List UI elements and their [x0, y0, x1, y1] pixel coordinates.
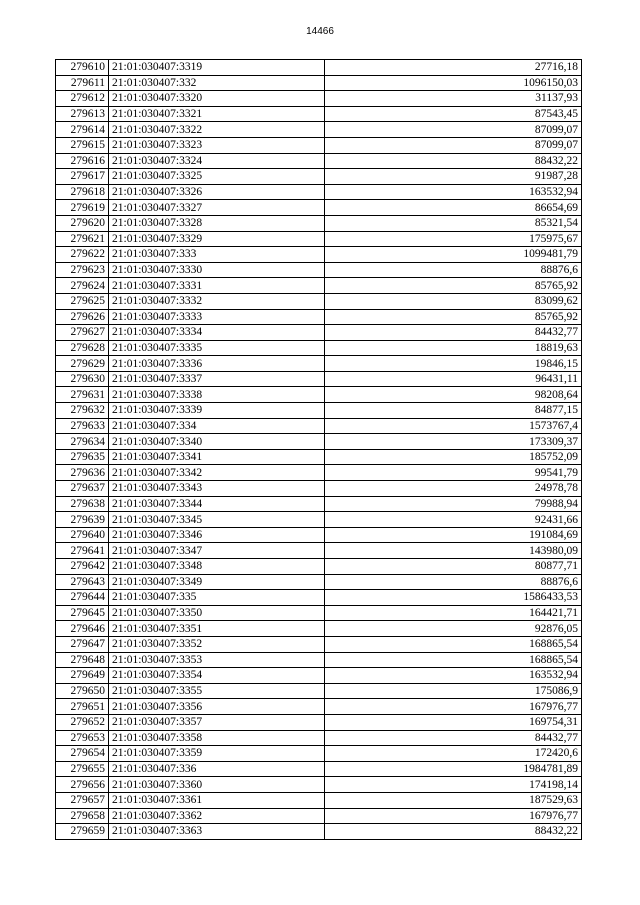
cadastral-number-cell: 21:01:030407:3321 — [109, 106, 325, 122]
row-number-cell: 279617 — [56, 169, 109, 185]
row-number-cell: 279659 — [56, 824, 109, 840]
table-body — [56, 60, 582, 840]
cadastral-number-cell: 21:01:030407:333 — [109, 247, 325, 263]
row-number-cell: 279631 — [56, 387, 109, 403]
cadastral-number-cell: 21:01:030407:3354 — [109, 668, 325, 684]
cadastral-number-cell: 21:01:030407:3363 — [109, 824, 325, 840]
cadastral-number-cell: 21:01:030407:3328 — [109, 215, 325, 231]
cadastral-value-cell: 168865,54 — [325, 636, 582, 652]
table-row — [56, 559, 582, 575]
table-row — [56, 200, 582, 216]
cadastral-number-cell: 21:01:030407:3322 — [109, 122, 325, 138]
cadastral-number-cell: 21:01:030407:3335 — [109, 340, 325, 356]
table-row — [56, 777, 582, 793]
cadastral-value-cell: 173309,37 — [325, 434, 582, 450]
row-number-cell: 279649 — [56, 668, 109, 684]
row-number-cell: 279652 — [56, 714, 109, 730]
row-number-cell: 279645 — [56, 605, 109, 621]
table-row — [56, 325, 582, 341]
table-row — [56, 574, 582, 590]
cadastral-number-cell: 21:01:030407:3324 — [109, 153, 325, 169]
cadastral-number-cell: 21:01:030407:3341 — [109, 449, 325, 465]
cadastral-number-cell: 21:01:030407:3348 — [109, 559, 325, 575]
cadastral-number-cell: 21:01:030407:3360 — [109, 777, 325, 793]
cadastral-value-cell: 84877,15 — [325, 403, 582, 419]
row-number-cell: 279626 — [56, 309, 109, 325]
cadastral-number-cell: 21:01:030407:3353 — [109, 652, 325, 668]
cadastral-value-cell: 86654,69 — [325, 200, 582, 216]
cadastral-number-cell: 21:01:030407:3356 — [109, 699, 325, 715]
table-row — [56, 636, 582, 652]
cadastral-value-cell: 164421,71 — [325, 605, 582, 621]
row-number-cell: 279636 — [56, 465, 109, 481]
cadastral-value-cell: 79988,94 — [325, 496, 582, 512]
row-number-cell: 279628 — [56, 340, 109, 356]
cadastral-value-cell: 1096150,03 — [325, 75, 582, 91]
row-number-cell: 279647 — [56, 636, 109, 652]
cadastral-number-cell: 21:01:030407:3351 — [109, 621, 325, 637]
cadastral-value-cell: 88876,6 — [325, 574, 582, 590]
row-number-cell: 279650 — [56, 683, 109, 699]
cadastral-number-cell: 21:01:030407:3357 — [109, 714, 325, 730]
table-row — [56, 481, 582, 497]
row-number-cell: 279640 — [56, 527, 109, 543]
table-row — [56, 60, 582, 76]
row-number-cell: 279639 — [56, 512, 109, 528]
cadastral-number-cell: 21:01:030407:3331 — [109, 278, 325, 294]
table-row — [56, 122, 582, 138]
cadastral-value-cell: 92431,66 — [325, 512, 582, 528]
cadastral-value-cell: 99541,79 — [325, 465, 582, 481]
cadastral-number-cell: 21:01:030407:3358 — [109, 730, 325, 746]
cadastral-number-cell: 21:01:030407:3362 — [109, 808, 325, 824]
row-number-cell: 279630 — [56, 371, 109, 387]
cadastral-value-cell: 85765,92 — [325, 309, 582, 325]
row-number-cell: 279656 — [56, 777, 109, 793]
cadastral-value-cell: 27716,18 — [325, 60, 582, 76]
cadastral-value-cell: 167976,77 — [325, 699, 582, 715]
cadastral-number-cell: 21:01:030407:3343 — [109, 481, 325, 497]
cadastral-number-cell: 21:01:030407:3350 — [109, 605, 325, 621]
cadastral-value-cell: 175975,67 — [325, 231, 582, 247]
cadastral-value-cell: 83099,62 — [325, 293, 582, 309]
cadastral-number-cell: 21:01:030407:3333 — [109, 309, 325, 325]
cadastral-value-cell: 185752,09 — [325, 449, 582, 465]
row-number-cell: 279651 — [56, 699, 109, 715]
table-row — [56, 169, 582, 185]
table-row — [56, 153, 582, 169]
row-number-cell: 279622 — [56, 247, 109, 263]
cadastral-value-cell: 88876,6 — [325, 262, 582, 278]
cadastral-value-cell: 187529,63 — [325, 792, 582, 808]
cadastral-number-cell: 21:01:030407:3334 — [109, 325, 325, 341]
cadastral-number-cell: 21:01:030407:3344 — [109, 496, 325, 512]
cadastral-value-cell: 1984781,89 — [325, 761, 582, 777]
table-row — [56, 231, 582, 247]
table-row — [56, 527, 582, 543]
row-number-cell: 279612 — [56, 91, 109, 107]
cadastral-value-cell: 85321,54 — [325, 215, 582, 231]
table-row — [56, 293, 582, 309]
cadastral-number-cell: 21:01:030407:3325 — [109, 169, 325, 185]
cadastral-value-cell: 167976,77 — [325, 808, 582, 824]
row-number-cell: 279633 — [56, 418, 109, 434]
table-row — [56, 792, 582, 808]
row-number-cell: 279658 — [56, 808, 109, 824]
cadastral-number-cell: 21:01:030407:3355 — [109, 683, 325, 699]
table-row — [56, 106, 582, 122]
cadastral-value-cell: 169754,31 — [325, 714, 582, 730]
table-row — [56, 668, 582, 684]
table-row — [56, 496, 582, 512]
cadastral-number-cell: 21:01:030407:3338 — [109, 387, 325, 403]
row-number-cell: 279638 — [56, 496, 109, 512]
cadastral-value-cell: 80877,71 — [325, 559, 582, 575]
table-row — [56, 418, 582, 434]
table-row — [56, 699, 582, 715]
cadastral-value-cell: 175086,9 — [325, 683, 582, 699]
row-number-cell: 279641 — [56, 543, 109, 559]
table-row — [56, 403, 582, 419]
table-row — [56, 247, 582, 263]
cadastral-number-cell: 21:01:030407:3327 — [109, 200, 325, 216]
row-number-cell: 279653 — [56, 730, 109, 746]
table-row — [56, 605, 582, 621]
row-number-cell: 279616 — [56, 153, 109, 169]
cadastral-number-cell: 21:01:030407:334 — [109, 418, 325, 434]
cadastral-number-cell: 21:01:030407:3332 — [109, 293, 325, 309]
row-number-cell: 279615 — [56, 137, 109, 153]
cadastral-value-cell: 168865,54 — [325, 652, 582, 668]
cadastral-number-cell: 21:01:030407:3345 — [109, 512, 325, 528]
row-number-cell: 279642 — [56, 559, 109, 575]
cadastral-value-cell: 84432,77 — [325, 730, 582, 746]
table-row — [56, 746, 582, 762]
row-number-cell: 279644 — [56, 590, 109, 606]
cadastral-value-cell: 163532,94 — [325, 184, 582, 200]
row-number-cell: 279618 — [56, 184, 109, 200]
table-row — [56, 215, 582, 231]
row-number-cell: 279619 — [56, 200, 109, 216]
row-number-cell: 279614 — [56, 122, 109, 138]
cadastral-number-cell: 21:01:030407:3320 — [109, 91, 325, 107]
cadastral-number-cell: 21:01:030407:3319 — [109, 60, 325, 76]
cadastral-number-cell: 21:01:030407:3329 — [109, 231, 325, 247]
cadastral-number-cell: 21:01:030407:3339 — [109, 403, 325, 419]
cadastral-value-cell: 143980,09 — [325, 543, 582, 559]
cadastral-number-cell: 21:01:030407:3347 — [109, 543, 325, 559]
table-row — [56, 465, 582, 481]
row-number-cell: 279643 — [56, 574, 109, 590]
row-number-cell: 279657 — [56, 792, 109, 808]
cadastral-number-cell: 21:01:030407:3330 — [109, 262, 325, 278]
cadastral-number-cell: 21:01:030407:3342 — [109, 465, 325, 481]
cadastral-number-cell: 21:01:030407:335 — [109, 590, 325, 606]
table-row — [56, 543, 582, 559]
cadastral-number-cell: 21:01:030407:3323 — [109, 137, 325, 153]
row-number-cell: 279613 — [56, 106, 109, 122]
row-number-cell: 279635 — [56, 449, 109, 465]
cadastral-number-cell: 21:01:030407:3359 — [109, 746, 325, 762]
row-number-cell: 279655 — [56, 761, 109, 777]
table-row — [56, 512, 582, 528]
cadastral-number-cell: 21:01:030407:3326 — [109, 184, 325, 200]
row-number-cell: 279634 — [56, 434, 109, 450]
table-row — [56, 652, 582, 668]
cadastral-value-cell: 87543,45 — [325, 106, 582, 122]
row-number-cell: 279632 — [56, 403, 109, 419]
table-row — [56, 262, 582, 278]
cadastral-value-cell: 31137,93 — [325, 91, 582, 107]
cadastral-value-cell: 18819,63 — [325, 340, 582, 356]
cadastral-value-cell: 88432,22 — [325, 824, 582, 840]
table-row — [56, 730, 582, 746]
cadastral-value-cell: 172420,6 — [325, 746, 582, 762]
row-number-cell: 279621 — [56, 231, 109, 247]
row-number-cell: 279625 — [56, 293, 109, 309]
row-number-cell: 279654 — [56, 746, 109, 762]
cadastral-value-cell: 191084,69 — [325, 527, 582, 543]
cadastral-value-cell: 91987,28 — [325, 169, 582, 185]
table-row — [56, 808, 582, 824]
table-row — [56, 449, 582, 465]
cadastral-value-cell: 19846,15 — [325, 356, 582, 372]
table-row — [56, 137, 582, 153]
table-row — [56, 91, 582, 107]
table-row — [56, 371, 582, 387]
cadastral-number-cell: 21:01:030407:3352 — [109, 636, 325, 652]
cadastral-value-cell: 87099,07 — [325, 122, 582, 138]
row-number-cell: 279646 — [56, 621, 109, 637]
table-row — [56, 761, 582, 777]
row-number-cell: 279620 — [56, 215, 109, 231]
cadastral-value-cell: 163532,94 — [325, 668, 582, 684]
table-row — [56, 621, 582, 637]
row-number-cell: 279610 — [56, 60, 109, 76]
cadastral-value-cell: 98208,64 — [325, 387, 582, 403]
table-row — [56, 340, 582, 356]
cadastral-value-cell: 24978,78 — [325, 481, 582, 497]
table-row — [56, 309, 582, 325]
table-row — [56, 714, 582, 730]
table-row — [56, 590, 582, 606]
row-number-cell: 279648 — [56, 652, 109, 668]
cadastral-value-cell: 88432,22 — [325, 153, 582, 169]
table-row — [56, 387, 582, 403]
cadastral-number-cell: 21:01:030407:3340 — [109, 434, 325, 450]
cadastral-number-cell: 21:01:030407:3349 — [109, 574, 325, 590]
row-number-cell: 279629 — [56, 356, 109, 372]
table-row — [56, 278, 582, 294]
cadastral-number-cell: 21:01:030407:3361 — [109, 792, 325, 808]
row-number-cell: 279611 — [56, 75, 109, 91]
table-row — [56, 184, 582, 200]
table-row — [56, 824, 582, 840]
row-number-cell: 279623 — [56, 262, 109, 278]
table-row — [56, 75, 582, 91]
page-number: 14466 — [306, 26, 334, 37]
table-row — [56, 683, 582, 699]
cadastral-value-cell: 85765,92 — [325, 278, 582, 294]
cadastral-number-cell: 21:01:030407:3337 — [109, 371, 325, 387]
cadastral-value-cell: 92876,05 — [325, 621, 582, 637]
cadastral-number-cell: 21:01:030407:332 — [109, 75, 325, 91]
row-number-cell: 279637 — [56, 481, 109, 497]
row-number-cell: 279624 — [56, 278, 109, 294]
cadastral-value-cell: 1586433,53 — [325, 590, 582, 606]
cadastral-value-cell: 1573767,4 — [325, 418, 582, 434]
table-row — [56, 434, 582, 450]
row-number-cell: 279627 — [56, 325, 109, 341]
cadastral-value-cell: 87099,07 — [325, 137, 582, 153]
table-row — [56, 356, 582, 372]
cadastral-number-cell: 21:01:030407:336 — [109, 761, 325, 777]
cadastral-value-cell: 96431,11 — [325, 371, 582, 387]
cadastral-number-cell: 21:01:030407:3336 — [109, 356, 325, 372]
cadastral-value-cell: 174198,14 — [325, 777, 582, 793]
cadastral-number-cell: 21:01:030407:3346 — [109, 527, 325, 543]
cadastral-value-cell: 1099481,79 — [325, 247, 582, 263]
cadastral-value-table — [55, 59, 582, 840]
cadastral-value-cell: 84432,77 — [325, 325, 582, 341]
